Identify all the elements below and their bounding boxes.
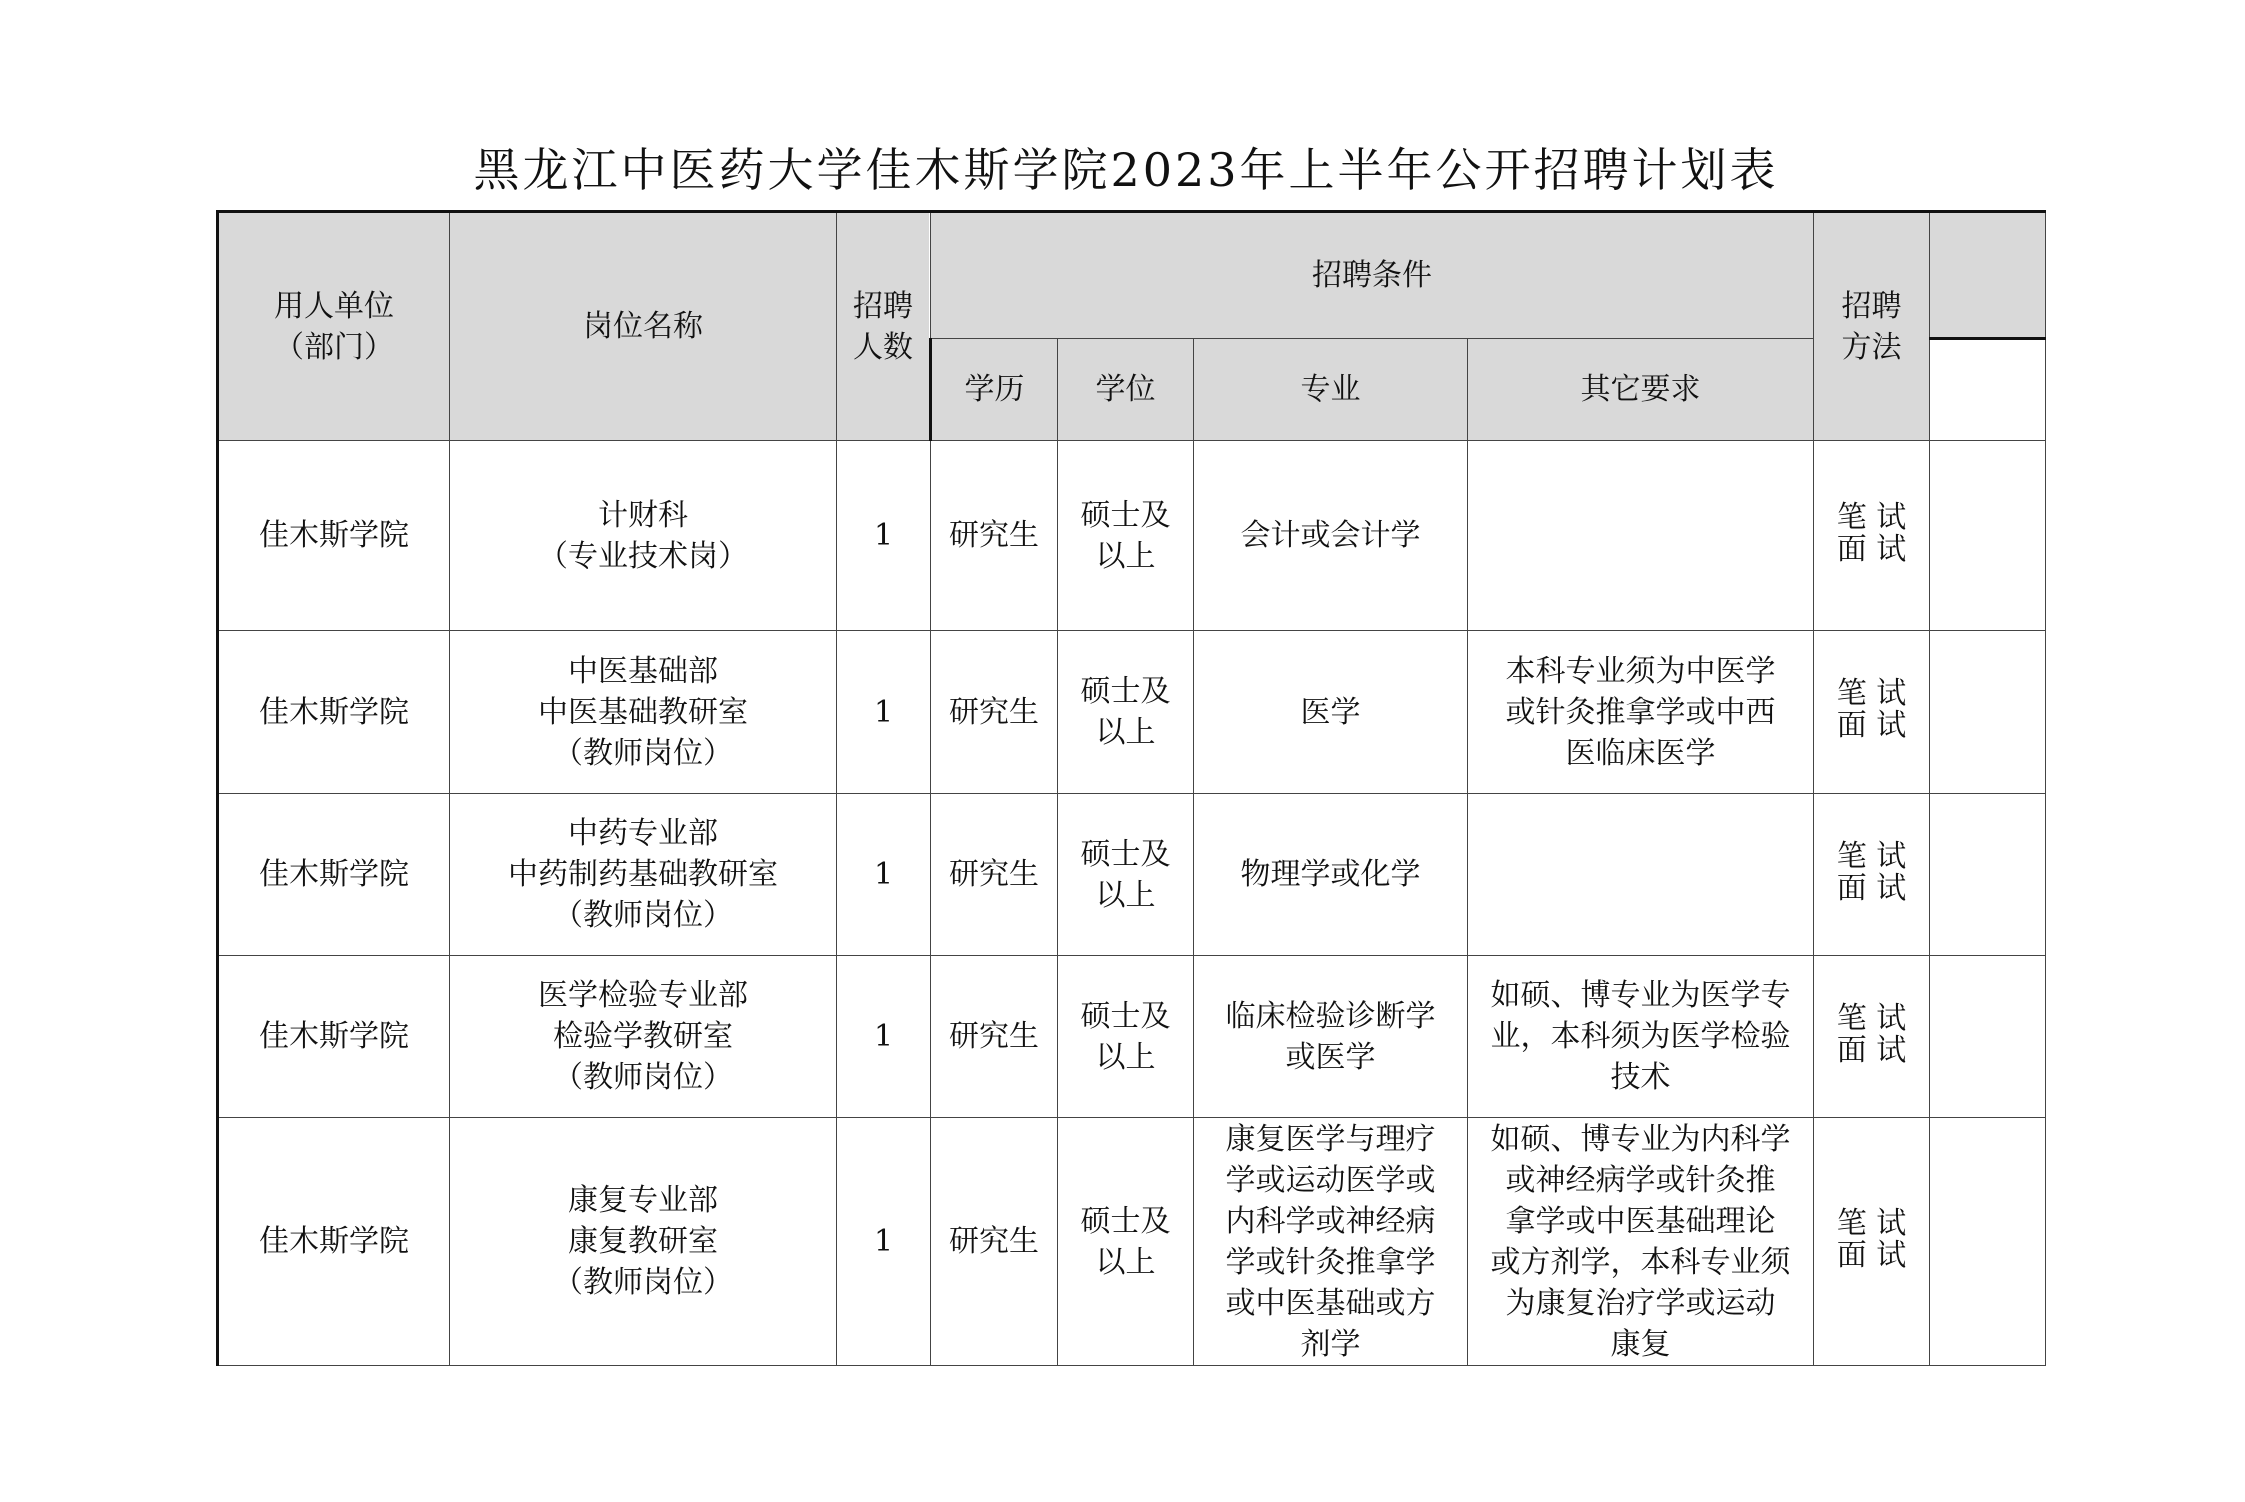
cell-method: 笔 试 面 试 — [1814, 794, 1930, 956]
cell-unit: 佳木斯学院 — [218, 1118, 450, 1366]
header-position: 岗位名称 — [450, 212, 837, 441]
cell-method: 笔 试 面 试 — [1814, 956, 1930, 1118]
cell-major: 康复医学与理疗 学或运动医学或 内科学或神经病 学或针灸推拿学 或中医基础或方 剂学 — [1194, 1118, 1468, 1366]
header-count: 招聘 人数 — [837, 212, 931, 441]
cell-education: 研究生 — [931, 441, 1058, 631]
cell-position: 中药专业部 中药制药基础教研室 （教师岗位） — [450, 794, 837, 956]
cell-degree: 硕士及 以上 — [1058, 441, 1194, 631]
cell-other: 本科专业须为中医学 或针灸推拿学或中西 医临床医学 — [1468, 631, 1814, 794]
header-major: 专业 — [1194, 339, 1468, 441]
cell-unit: 佳木斯学院 — [218, 794, 450, 956]
cell-extra — [1930, 956, 2046, 1118]
header-unit: 用人单位 （部门） — [218, 212, 450, 441]
cell-education: 研究生 — [931, 956, 1058, 1118]
table-row — [218, 631, 2046, 794]
cell-other — [1468, 441, 1814, 631]
table-row — [218, 1118, 2046, 1366]
header-extra-blank — [1930, 339, 2046, 441]
cell-unit: 佳木斯学院 — [218, 956, 450, 1118]
table-row — [218, 956, 2046, 1118]
cell-extra — [1930, 441, 2046, 631]
cell-position: 中医基础部 中医基础教研室 （教师岗位） — [450, 631, 837, 794]
cell-extra — [1930, 1118, 2046, 1366]
cell-other: 如硕、博专业为内科学 或神经病学或针灸推 拿学或中医基础理论 或方剂学，本科专业须 为康复治疗学或运动 康复 — [1468, 1118, 1814, 1366]
header-education: 学历 — [931, 339, 1058, 441]
cell-method: 笔 试 面 试 — [1814, 1118, 1930, 1366]
cell-major: 物理学或化学 — [1194, 794, 1468, 956]
cell-degree: 硕士及 以上 — [1058, 631, 1194, 794]
page-title: 黑龙江中医药大学佳木斯学院2023年上半年公开招聘计划表 — [473, 143, 1779, 197]
cell-unit: 佳木斯学院 — [218, 441, 450, 631]
cell-major: 会计或会计学 — [1194, 441, 1468, 631]
cell-count: 1 — [837, 441, 931, 631]
cell-degree: 硕士及 以上 — [1058, 794, 1194, 956]
cell-degree: 硕士及 以上 — [1058, 956, 1194, 1118]
cell-position: 康复专业部 康复教研室 （教师岗位） — [450, 1118, 837, 1366]
cell-position: 医学检验专业部 检验学教研室 （教师岗位） — [450, 956, 837, 1118]
header-conditions: 招聘条件 — [931, 212, 1814, 339]
cell-education: 研究生 — [931, 1118, 1058, 1366]
cell-extra — [1930, 794, 2046, 956]
header-extra — [1930, 212, 2046, 339]
cell-position: 计财科 （专业技术岗） — [450, 441, 837, 631]
cell-degree: 硕士及 以上 — [1058, 1118, 1194, 1366]
cell-extra — [1930, 631, 2046, 794]
cell-other — [1468, 794, 1814, 956]
cell-major: 临床检验诊断学 或医学 — [1194, 956, 1468, 1118]
table-row — [218, 794, 2046, 956]
cell-count: 1 — [837, 794, 931, 956]
cell-method: 笔 试 面 试 — [1814, 631, 1930, 794]
cell-count: 1 — [837, 1118, 931, 1366]
cell-method: 笔 试 面 试 — [1814, 441, 1930, 631]
recruitment-plan-table — [216, 210, 2046, 1366]
header-method: 招聘 方法 — [1814, 212, 1930, 441]
cell-count: 1 — [837, 956, 931, 1118]
cell-unit: 佳木斯学院 — [218, 631, 450, 794]
cell-major: 医学 — [1194, 631, 1468, 794]
cell-education: 研究生 — [931, 794, 1058, 956]
cell-education: 研究生 — [931, 631, 1058, 794]
cell-count: 1 — [837, 631, 931, 794]
header-other: 其它要求 — [1468, 339, 1814, 441]
cell-other: 如硕、博专业为医学专 业，本科须为医学检验 技术 — [1468, 956, 1814, 1118]
table-row — [218, 441, 2046, 631]
header-degree: 学位 — [1058, 339, 1194, 441]
